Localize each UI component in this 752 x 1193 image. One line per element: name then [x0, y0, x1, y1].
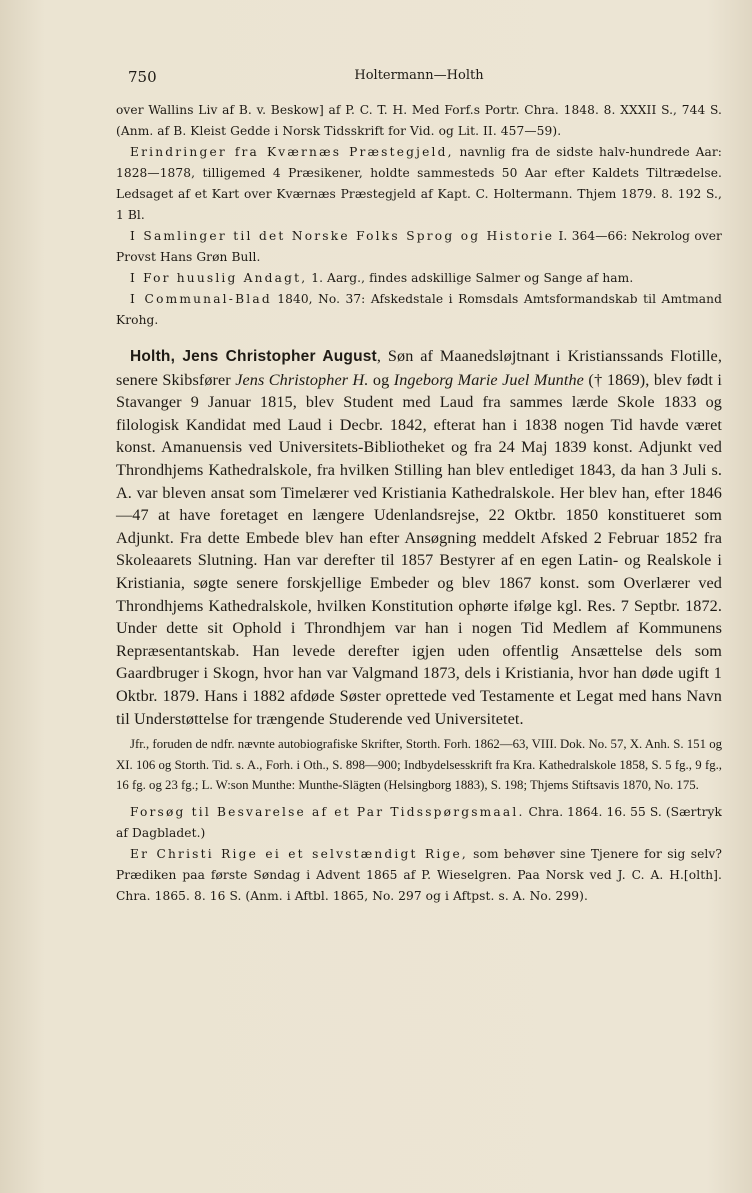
page-number: 750: [128, 68, 157, 86]
holth-entry: [116, 345, 722, 907]
bibliography-item: [116, 844, 722, 907]
biography-text: og: [368, 370, 394, 389]
holtermann-entry-continuation: [116, 100, 722, 331]
bibliography-text: I. 364—66: Nekrolog over Provst Hans Grøn Bull.: [116, 229, 722, 264]
bibliography-item: [116, 226, 722, 268]
bibliography-item: [116, 802, 722, 844]
work-title: Forsøg til Besvarelse af et Par Tidsspørgsmaal.: [130, 804, 525, 819]
bibliography-text: navnlig fra de sidste halv-hundrede Aar: 1828—1878, tilligemed 4 Præsikener, holdte sammesteds 50 Aar efter Kaldets Tiltrædelse. Ledsaget af et Kart over Kværnæs Præstegjeld af Kapt. C. Holtermann. Thjem 1879. 8. 192 S., 1 Bl.: [116, 145, 722, 222]
biography-text: , Søn af Maanedsløjtnant i Kristianssands Flotille, senere Skibsfører: [116, 347, 722, 389]
page-header: [116, 64, 722, 86]
biography-paragraph: [116, 345, 722, 730]
work-title: Erindringer fra Kværnæs Præstegjeld,: [130, 145, 454, 159]
sources-note: Jfr., foruden de ndfr. nævnte autobiografiske Skrifter, Storth. Forh. 1862—63, VIII. Dok. No. 57, X. Anh. S. 151 og XI. 106 og Storth. Tid. s. A., Forh. i Oth., S. 898—900; Indbydelsesskrift fra Kra. Kathedralskole 1858, S. 5 fg., 9 fg., 16 fg. og 23 fg.; L. W:son Munthe: Munthe-Slägten (Helsingborg 1883), S. 198; Thjems Stiftsavis 1870, No. 175.: [116, 737, 722, 793]
bibliography-item: [116, 268, 722, 289]
bibliography-item: [116, 142, 722, 226]
work-title: Er Christi Rige ei et selvstændigt Rige,: [130, 846, 468, 861]
bibliography-text: 1840, No. 37: Afskedstale i Romsdals Amtsformandskab til Amtmand Krohg.: [116, 292, 722, 327]
work-title: I Samlinger til det Norske Folks Sprog og Historie: [130, 229, 555, 243]
bibliography-item: [116, 289, 722, 331]
father-name: Jens Christopher H.: [235, 370, 369, 389]
bibliography-text: 1. Aarg., findes adskillige Salmer og Sange af ham.: [307, 271, 634, 285]
work-title: I Communal-Blad: [130, 292, 272, 306]
bibliography-text: over Wallins Liv af B. v. Beskow] af P. C. T. H. Med Forf.s Portr. Chra. 1848. 8. XXXII S., 744 S. (Anm. af B. Kleist Gedde i Norsk Tidsskrift for Vid. og Lit. II. 457—59).: [116, 103, 722, 138]
bibliography-text: som behøver sine Tjenere for sig selv? Prædiken paa første Søndag i Advent 1865 af P. Wieselgren. Paa Norsk ved J. C. A. H.[olth]. Chra. 1865. 8. 16 S. (Anm. i Aftbl. 1865, No. 297 og i Aftpst. s. A. No. 299).: [116, 846, 722, 903]
entry-heading: Holth, Jens Christopher August: [130, 348, 377, 365]
biography-text: († 1869), blev født i Stavanger 9 Januar 1815, blev Student med Laud fra sammes lærde Skole 1833 og filologisk Kandidat med Laud i Decbr. 1842, efterat han i 1838 nogen Tid havde været konst. Amanuensis ved Universitets-Bibliotheket og fra 24 Maj 1839 konst. Adjunkt ved Throndhjems Kathedralskole, fra hvilken Stilling han blev entlediget 1843, da han 3 Juli s. A. var bleven ansat som Timelærer ved Kristiania Kathedralskole. Her blev han, efter 1846—47 at have foretaget en længere Udenlandsrejse, 22 Oktbr. 1850 konstitueret som Adjunkt. Fra dette Embede blev han efter Ansøgning meddelt Afsked 2 Februar 1852 fra Skoleaarets Slutning. Han var derefter til 1857 Bestyrer af en egen Latin- og Realskole i Kristiania, søgte senere forskjellige Embeder og blev 1867 konst. som Overlærer ved Throndhjems Kathedralskole, hvilken Konstitution ophørte ifølge kgl. Res. 7 Septbr. 1872. Under dette sit Ophold i Throndhjem var han i nogen Tid Medlem af Kommunens Repræsentantskab. Han levede derefter igjen uden offentlig Ansættelse dels som Gaardbruger i Skogn, hvor han var Valgmand 1873, dels i Kristiania, hvor han døde ugift 1 Oktbr. 1879. Hans i 1882 afdøde Søster oprettede ved Testamente et Legat med hans Navn til Understøttelse for trængende Studerende ved Universitetet.: [116, 370, 722, 728]
bibliography-item: [116, 100, 722, 142]
work-title: I For huuslig Andagt,: [130, 271, 308, 285]
mother-name: Ingeborg Marie Juel Munthe: [393, 370, 584, 389]
bibliography-text: Chra. 1864. 16. 55 S. (Særtryk af Dagbladet.): [116, 804, 723, 840]
running-head: Holtermann—Holth: [354, 68, 484, 83]
